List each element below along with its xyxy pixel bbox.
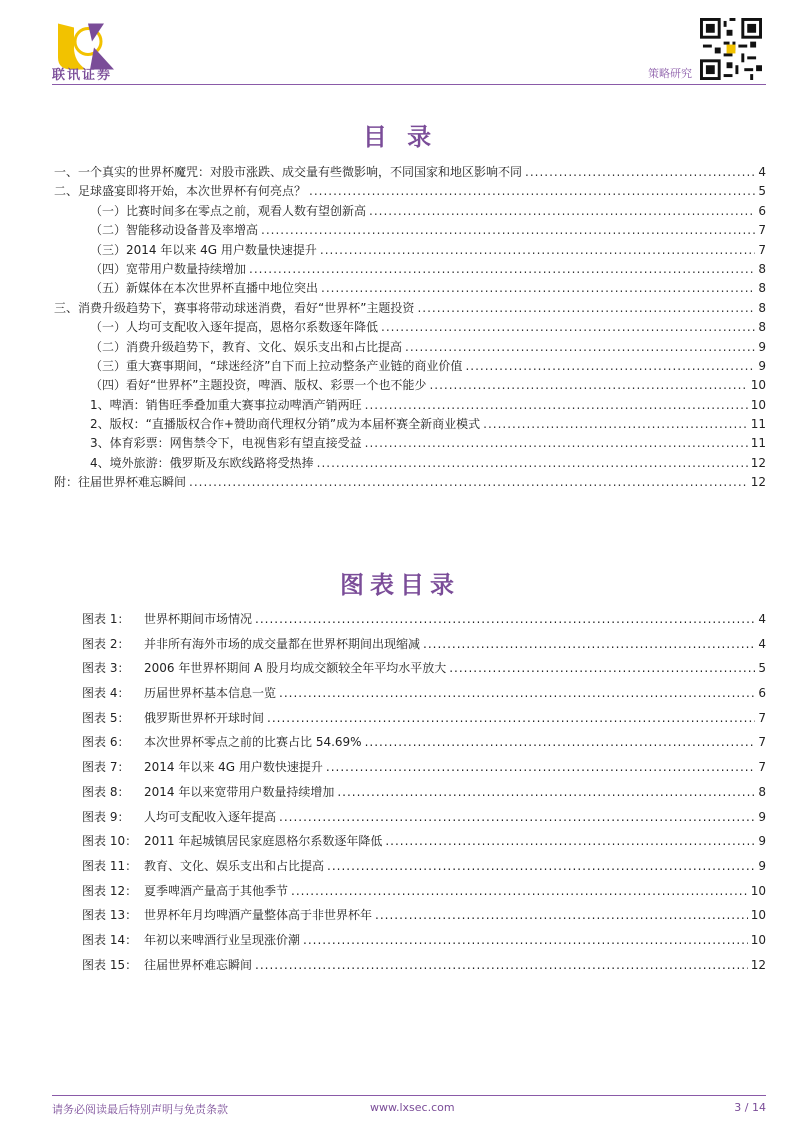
- toc-item[interactable]: [54, 299, 766, 318]
- figure-item[interactable]: [82, 928, 766, 953]
- figures-title: 图表目录: [340, 571, 460, 599]
- toc-item-page: 10: [750, 378, 766, 393]
- toc-item-page: 6: [758, 203, 766, 218]
- figure-text: 2014 年以来 4G 用户数快速提升: [144, 760, 323, 775]
- figure-label: 图表 1：: [82, 612, 130, 626]
- figure-label: 图表 7：: [82, 760, 130, 775]
- figure-page: 10: [750, 932, 766, 947]
- figure-page: 4: [758, 612, 766, 626]
- toc-item-text: 三、消费升级趋势下，赛事将带动球迷消费，看好“世界杯”主题投资: [54, 300, 415, 315]
- footer-page-number: 3 / 14: [734, 1101, 766, 1114]
- figure-text: 人均可支配收入逐年提高: [144, 809, 277, 824]
- figure-text: 往届世界杯难忘瞬间: [144, 957, 253, 972]
- toc-item[interactable]: [54, 454, 766, 473]
- figure-page: 12: [750, 957, 766, 972]
- figure-text: 教育、文化、娱乐支出和占比提高: [144, 858, 325, 873]
- figure-label: 图表 12：: [82, 883, 138, 898]
- toc-item-text: （二）消费升级趋势下，教育、文化、娱乐支出和占比提高: [90, 339, 403, 354]
- figure-page: 7: [758, 760, 766, 775]
- toc-item-page: 9: [758, 358, 766, 373]
- toc-item-text: （三）重大赛事期间，“球迷经济”自下而上拉动整条产业链的商业价值: [90, 358, 463, 373]
- toc-item-page: 11: [750, 436, 766, 451]
- figure-text: 世界杯期间市场情况: [144, 612, 253, 626]
- figure-item[interactable]: [82, 706, 766, 731]
- figure-item[interactable]: [82, 953, 766, 978]
- figure-label: 图表 13：: [82, 908, 138, 923]
- figure-page: 6: [758, 686, 766, 701]
- toc-item[interactable]: [54, 357, 766, 376]
- figure-item[interactable]: [82, 903, 766, 928]
- figure-page: 9: [758, 834, 766, 849]
- figure-page: 7: [758, 710, 766, 725]
- figure-page: 9: [758, 858, 766, 873]
- header-divider: [52, 84, 766, 85]
- section-label: 策略研究: [648, 67, 692, 80]
- figure-item[interactable]: [82, 879, 766, 904]
- toc-item[interactable]: [54, 182, 766, 201]
- toc-item[interactable]: [54, 434, 766, 453]
- toc-item-text: （五）新媒体在本次世界杯直播中地位突出: [90, 281, 319, 296]
- toc-item[interactable]: [54, 473, 766, 492]
- toc-item-text: 一、一个真实的世界杯魔咒：对股市涨跌、成交量有些微影响，不同国家和地区影响不同: [54, 165, 523, 179]
- toc-item[interactable]: [54, 163, 766, 182]
- footer-disclaimer[interactable]: 请务必阅读最后特别声明与免责条款: [52, 1103, 228, 1116]
- figure-page: 9: [758, 809, 766, 824]
- toc-item-text: 1、啤酒：销售旺季叠加重大赛事拉动啤酒产销两旺: [90, 397, 362, 412]
- figure-text: 历届世界杯基本信息一览: [144, 686, 277, 701]
- toc-item-text: 二、足球盛宴即将开始，本次世界杯有何亮点？: [54, 184, 307, 199]
- toc-item-page: 7: [758, 242, 766, 257]
- toc-item[interactable]: [54, 241, 766, 260]
- toc-item-text: （二）智能移动设备普及率增高: [90, 223, 259, 238]
- figure-label: 图表 14：: [82, 932, 138, 947]
- figure-label: 图表 4：: [82, 686, 130, 701]
- toc-item[interactable]: [54, 279, 766, 298]
- figure-item[interactable]: [82, 854, 766, 879]
- figure-page: 10: [750, 908, 766, 923]
- figure-item[interactable]: [82, 632, 766, 657]
- toc-item[interactable]: [54, 396, 766, 415]
- figure-item[interactable]: [82, 755, 766, 780]
- toc-item-page: 8: [758, 300, 766, 315]
- figure-text: 世界杯年月均啤酒产量整体高于非世界杯年: [144, 908, 373, 923]
- toc-item-text: （三）2014 年以来 4G 用户数量快速提升: [90, 242, 317, 257]
- figure-item[interactable]: [82, 730, 766, 755]
- figure-text: 并非所有海外市场的成交量都在世界杯期间出现缩减: [144, 636, 421, 651]
- figure-label: 图表 6：: [82, 735, 130, 750]
- figure-item[interactable]: [82, 681, 766, 706]
- toc-item-page: 8: [758, 320, 766, 335]
- toc-item-page: 10: [750, 397, 766, 412]
- toc-item-text: （四）宽带用户数量持续增加: [90, 261, 247, 276]
- toc-item-page: 5: [758, 184, 766, 199]
- figure-label: 图表 2：: [82, 636, 130, 651]
- toc-item-page: 12: [750, 475, 766, 490]
- toc-item-page: 12: [750, 455, 766, 470]
- figure-label: 图表 5：: [82, 710, 130, 725]
- toc-item-text: 附：往届世界杯难忘瞬间: [54, 475, 187, 490]
- figure-text: 年初以来啤酒行业呈现涨价潮: [144, 932, 301, 947]
- figure-page: 4: [758, 636, 766, 651]
- toc-item-page: 9: [758, 339, 766, 354]
- toc-item-page: 4: [758, 165, 766, 179]
- toc-item-page: 7: [758, 223, 766, 238]
- toc-item[interactable]: [54, 338, 766, 357]
- figure-text: 俄罗斯世界杯开球时间: [144, 710, 265, 725]
- figure-page: 7: [758, 735, 766, 750]
- toc-item-page: 8: [758, 261, 766, 276]
- toc-item-text: 2、版权：“直播版权合作+赞助商代理权分销”成为本届杯赛全新商业模式: [90, 417, 481, 432]
- figure-label: 图表 15：: [82, 957, 138, 972]
- footer-divider: [52, 1095, 766, 1096]
- page-header: [0, 0, 800, 90]
- figure-label: 图表 9：: [82, 809, 130, 824]
- toc-item-text: 4、境外旅游：俄罗斯及东欧线路将受热捧: [90, 455, 314, 470]
- footer-website-link[interactable]: www.lxsec.com: [370, 1101, 455, 1114]
- figure-item[interactable]: [82, 780, 766, 805]
- figure-page: 8: [758, 784, 766, 799]
- toc-title: 目 录: [362, 123, 438, 151]
- toc-item-text: （一）比赛时间多在零点之前，观看人数有望创新高: [90, 203, 367, 218]
- figure-label: 图表 10：: [82, 834, 138, 849]
- toc-item-text: 3、体育彩票：网售禁令下，电视售彩有望直接受益: [90, 436, 362, 451]
- figure-label: 图表 11：: [82, 858, 138, 873]
- figure-label: 图表 8：: [82, 784, 130, 799]
- toc-item[interactable]: [54, 415, 766, 434]
- toc-item-text: （一）人均可支配收入逐年提高，恩格尔系数逐年降低: [90, 320, 379, 335]
- toc-item[interactable]: [54, 202, 766, 221]
- toc-item-text: （四）看好“世界杯”主题投资，啤酒、版权、彩票一个也不能少: [90, 378, 427, 393]
- toc-list: [54, 163, 766, 493]
- figure-text: 夏季啤酒产量高于其他季节: [144, 883, 289, 898]
- figure-item[interactable]: [82, 829, 766, 854]
- qr-code-icon: [700, 18, 762, 80]
- toc-item-page: 8: [758, 281, 766, 296]
- toc-item[interactable]: [54, 318, 766, 337]
- figure-page: 10: [750, 883, 766, 898]
- figure-item[interactable]: [82, 607, 766, 632]
- figure-text: 2011 年起城镇居民家庭恩格尔系数逐年降低: [144, 834, 383, 849]
- figure-label: 图表 3：: [82, 661, 130, 676]
- logo-text: 联讯证券: [52, 68, 113, 83]
- figure-text: 2006 年世界杯期间 A 股月均成交额较全年平均水平放大: [144, 661, 447, 676]
- toc-item[interactable]: [54, 260, 766, 279]
- figure-text: 2014 年以来宽带用户数量持续增加: [144, 784, 335, 799]
- figure-text: 本次世界杯零点之前的比赛占比 54.69%: [144, 735, 362, 750]
- toc-item-page: 11: [750, 417, 766, 432]
- figure-item[interactable]: [82, 656, 766, 681]
- toc-item[interactable]: [54, 221, 766, 240]
- figure-list: [82, 607, 766, 977]
- figure-item[interactable]: [82, 805, 766, 830]
- toc-item[interactable]: [54, 376, 766, 395]
- figure-page: 5: [758, 661, 766, 676]
